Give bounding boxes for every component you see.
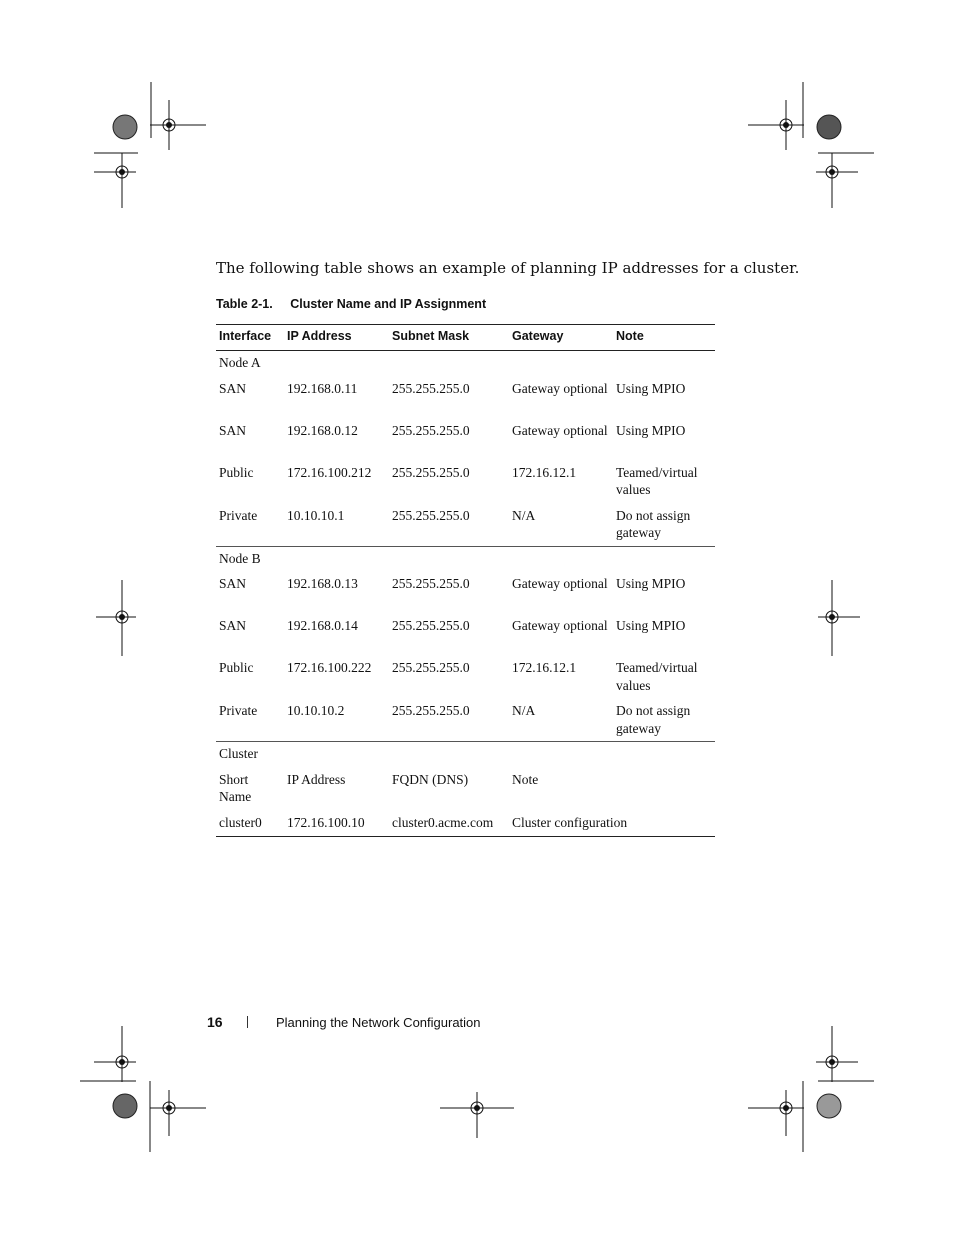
cell-ip-address: 172.16.100.222 — [287, 660, 372, 675]
cell-ip-address: 172.16.100.10 — [284, 810, 389, 837]
cell-fqdn: cluster0.acme.com — [389, 810, 509, 837]
page-number: 16 — [207, 1014, 223, 1030]
cell-ip-address: 192.168.0.12 — [287, 422, 358, 438]
cell-note: Using MPIO — [616, 380, 686, 396]
cell-note: Do not assign gateway — [613, 698, 715, 742]
cell-subnet-mask: 255.255.255.0 — [392, 464, 470, 480]
cell-gateway: Gateway optional — [512, 422, 608, 438]
cell-gateway: Gateway optional — [512, 618, 608, 633]
cell-gateway: 172.16.12.1 — [512, 464, 577, 480]
cell-short-name: cluster0 — [216, 810, 284, 837]
cell-note: Using MPIO — [616, 422, 686, 438]
cell-interface: Public — [219, 660, 254, 675]
ip-assignment-table — [216, 324, 715, 837]
table-row — [216, 810, 715, 837]
table-row — [216, 374, 715, 418]
subheader-ip-address: IP Address — [287, 771, 346, 787]
cell-note: Using MPIO — [616, 576, 686, 591]
cell-interface: Private — [216, 503, 284, 547]
cell-subnet-mask: 255.255.255.0 — [392, 660, 470, 675]
subheader-short-name: Short Name — [219, 771, 252, 804]
cell-subnet-mask: 255.255.255.0 — [392, 380, 470, 396]
crop-mark-mid-right-icon — [812, 578, 872, 658]
subheader-note: Note — [512, 771, 539, 787]
table-row — [216, 698, 715, 742]
header-note: Note — [613, 325, 715, 351]
crop-mark-mid-left-icon — [94, 578, 154, 658]
group-row-node-a — [216, 351, 715, 374]
group-row-cluster — [216, 742, 715, 765]
cell-note: Using MPIO — [616, 618, 686, 633]
footer-separator — [247, 1016, 248, 1028]
table-row — [216, 418, 715, 460]
intro-paragraph: The following table shows an example of planning IP addresses for a cluster. — [216, 259, 800, 277]
cell-interface: SAN — [219, 618, 247, 633]
cell-ip-address: 10.10.10.1 — [284, 503, 389, 547]
cell-note: Do not assign gateway — [613, 503, 715, 547]
cell-interface: Public — [219, 464, 254, 480]
cell-note: Cluster configuration — [509, 810, 715, 837]
table-row — [216, 569, 715, 613]
table-header-row — [216, 325, 715, 351]
crop-mark-top-left-icon — [86, 80, 216, 210]
group-label: Node B — [219, 550, 261, 566]
header-interface: Interface — [216, 325, 284, 351]
cell-gateway: 172.16.12.1 — [512, 660, 577, 675]
footer-section-title: Planning the Network Configuration — [276, 1015, 481, 1030]
cell-interface: Private — [216, 698, 284, 742]
header-gateway: Gateway — [509, 325, 613, 351]
cell-gateway: N/A — [509, 503, 613, 547]
cell-ip-address: 192.168.0.14 — [287, 618, 358, 633]
group-label: Node A — [219, 355, 261, 370]
cell-subnet-mask: 255.255.255.0 — [389, 698, 509, 742]
header-ip-address: IP Address — [284, 325, 389, 351]
table-caption-number: Table 2-1. — [216, 297, 273, 311]
table-caption-title: Cluster Name and IP Assignment — [290, 297, 487, 311]
crop-mark-bottom-center-icon — [438, 1090, 518, 1140]
crop-mark-bottom-right-icon — [746, 1024, 876, 1154]
cell-subnet-mask: 255.255.255.0 — [392, 576, 470, 591]
group-row-node-b — [216, 546, 715, 569]
cell-subnet-mask: 255.255.255.0 — [392, 422, 470, 438]
header-subnet-mask: Subnet Mask — [389, 325, 509, 351]
group-label: Cluster — [219, 746, 258, 761]
table-row — [216, 613, 715, 655]
cell-ip-address: 172.16.100.212 — [287, 464, 372, 480]
page-footer — [207, 1014, 481, 1032]
cell-note: Teamed/virtual values — [616, 464, 698, 497]
table-caption — [216, 297, 486, 311]
cell-subnet-mask: 255.255.255.0 — [392, 618, 470, 633]
cell-subnet-mask: 255.255.255.0 — [389, 503, 509, 547]
cell-interface: SAN — [219, 422, 247, 438]
table-row — [216, 503, 715, 547]
cluster-subheader-row — [216, 765, 715, 810]
cell-interface: SAN — [219, 576, 247, 591]
cell-interface: SAN — [219, 380, 247, 396]
cell-ip-address: 10.10.10.2 — [284, 698, 389, 742]
cell-gateway: Gateway optional — [512, 576, 608, 591]
table-row — [216, 655, 715, 698]
cell-note: Teamed/virtual values — [616, 660, 698, 693]
cell-gateway: Gateway optional — [512, 380, 608, 396]
subheader-fqdn: FQDN (DNS) — [392, 771, 469, 787]
cell-ip-address: 192.168.0.11 — [287, 380, 358, 396]
cell-gateway: N/A — [509, 698, 613, 742]
crop-mark-bottom-left-icon — [80, 1024, 220, 1154]
cell-ip-address: 192.168.0.13 — [287, 576, 358, 591]
table-row — [216, 460, 715, 503]
crop-mark-top-right-icon — [746, 80, 876, 210]
